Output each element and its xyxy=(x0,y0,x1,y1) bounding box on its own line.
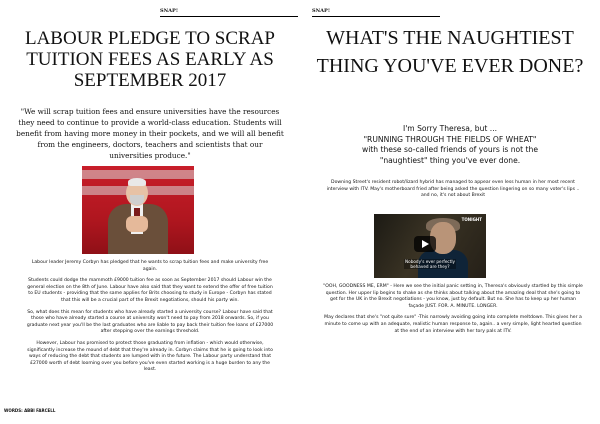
paragraph: Students could dodge the mammoth £9000 tuition fee as soon as September 2017 should Labour win the general election on the 8th of June. Labour have also said that they want to extend the offer of free tuition to EU students - providing that the same applies for Brits choosing to study in Europe - Corbyn has stated that this will be a crucial part of the Brexit negotiations, should his party win. xyxy=(27,278,273,303)
lead-paragraph: Downing Street's resident robot/lizard hybrid has managed to appear even less human in her most recent interview with ITV. May's motherboard fried after being asked the question lingering on so many voter's lips .. and no, it's not about Brexit xyxy=(326,180,580,199)
video-caption: Nobody's ever perfectly behaved are they? xyxy=(405,259,455,269)
intro-line: "RUNNING THROUGH THE FIELDS OF WHEAT" xyxy=(363,134,537,144)
intro-text xyxy=(320,124,580,166)
article-body xyxy=(322,284,584,340)
article-body xyxy=(26,260,274,379)
lead-text xyxy=(322,180,584,205)
right-page xyxy=(300,0,600,424)
corbyn-photo xyxy=(82,166,194,254)
intro-line: "naughtiest" thing you've ever done. xyxy=(379,155,521,165)
masthead: SNAP! xyxy=(312,6,440,17)
paragraph: However, Labour has promised to protect those graduating from inflation - which would otherwise, significantly increase the mound of debt that they're already in. Corbyn claims that he is going to look into ways of reducing the debt that students are lumped with in the future. The Labour party understand that £27000 worth of debt looming over you before you've even started working is a huge burden to any the least. xyxy=(27,340,273,373)
paragraph: Labour leader Jeremy Corbyn has pledged that he wants to scrap tuition fees and make university free again. xyxy=(31,260,269,272)
headline: LABOUR PLEDGE TO SCRAP TUITION FEES AS EARLY AS SEPTEMBER 2017 xyxy=(24,28,276,91)
play-icon[interactable] xyxy=(414,236,436,252)
intro-line: with these so-called friends of yours is not the xyxy=(361,145,539,155)
pull-quote: "We will scrap tuition fees and ensure universities have the resources they need to continue to provide a world-class education. Students will benefit from having more money in their pockets, and we will all benefit from the engineers, doctors, teachers and scientists that our universities produce." xyxy=(16,107,284,160)
channel-logo: TONIGHT xyxy=(461,217,482,222)
video-still[interactable] xyxy=(374,214,486,278)
paragraph: So, what does this mean for students who have already started a university course? Labour have said that those who have already started a course at university won't need to pay from 2018 onwards. So, if you graduate next year you'll be the last graduates who are liable to pay back their tuition fee loans of £27000 after stepping over the earnings threshold. xyxy=(26,309,274,335)
headline: WHAT'S THE NAUGHTIEST THING YOU'VE EVER DONE? xyxy=(316,27,584,77)
intro-line: I'm Sorry Theresa, but ... xyxy=(402,124,498,133)
masthead: SNAP! xyxy=(160,6,298,17)
byline: WORDS: ABBI FARCELL xyxy=(4,408,56,413)
paragraph: May declares that she's "not quite sure" -This narrowly avoiding going into complete meltdown. This gives her a minute to come up with an adequate, realistic human response to, again.. a very simple, light hearted question at the end of an interview with her tory pals at ITV. xyxy=(324,315,582,334)
paragraph: "OOH, GOODNESS ME, ERM" - Here we see the initial panic setting in, Theresa's obviously startled by this simple question. Her upper lip begins to shake as she thinks about talking about the amazing deal that she's going to get for the UK in the Brexit negotiations - you know, just by default. But no. She has to keep up her human façade JUST. FOR. A. MINUTE. LONGER. xyxy=(323,284,583,309)
